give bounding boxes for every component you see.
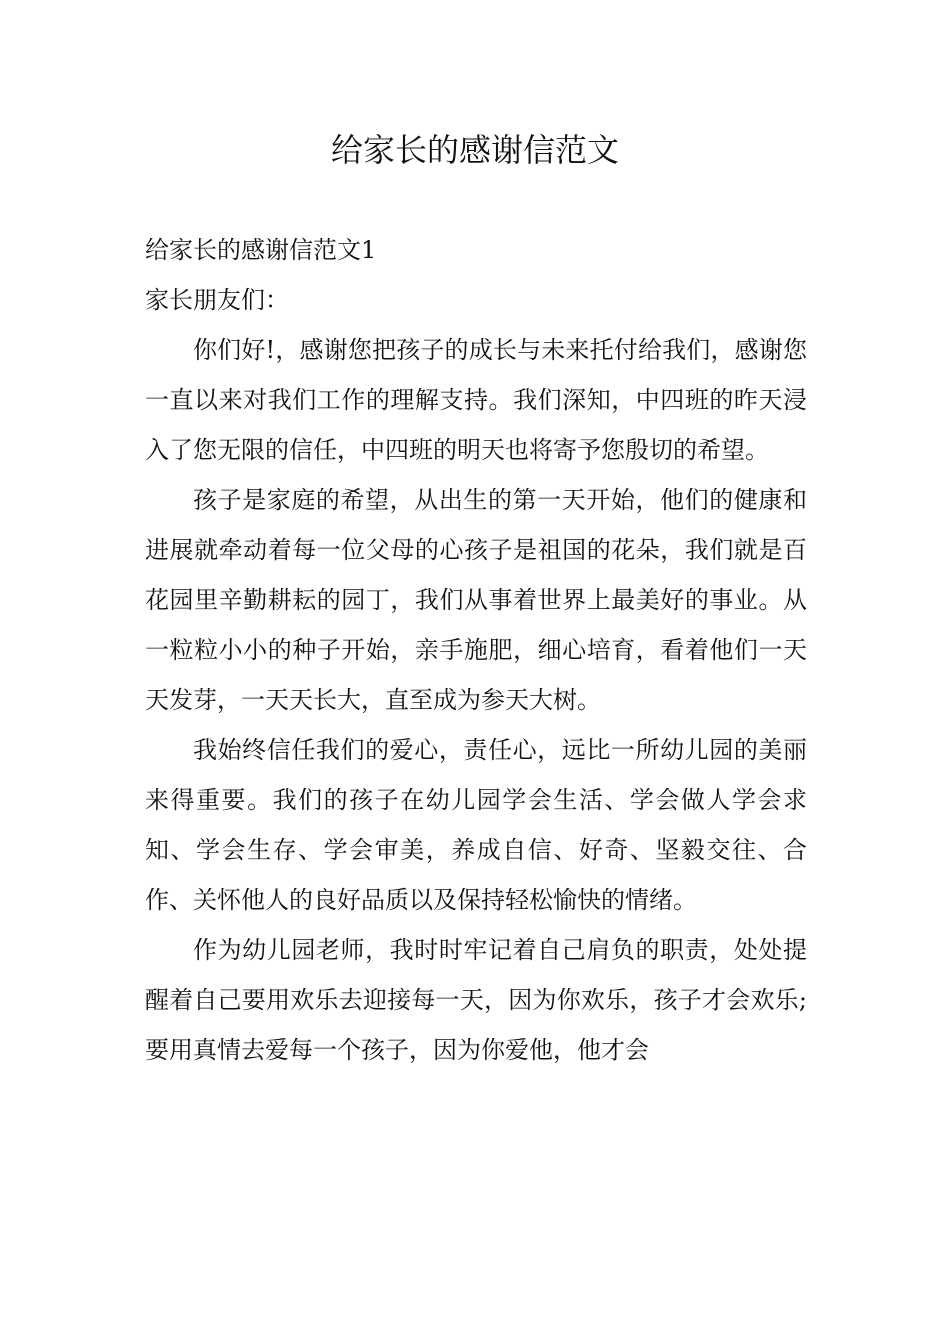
- document-subtitle: 给家长的感谢信范文1: [145, 236, 377, 264]
- document-body: [145, 225, 807, 1075]
- paragraph: 作为幼儿园老师，我时时牢记着自己肩负的职责，处处提醒着自己要用欢乐去迎接每一天，因为你欢乐，孩子才会欢乐;要用真情去爱每一个孩子，因为你爱他，他才会: [145, 936, 807, 1064]
- paragraph: 孩子是家庭的希望，从出生的第一天开始，他们的健康和进展就牵动着每一位父母的心孩子是祖国的花朵，我们就是百花园里辛勤耕耘的园丁，我们从事着世界上最美好的事业。从一粒粒小小的种子开始，亲手施肥，细心培育，看着他们一天天发芽，一天天长大，直至成为参天大树。: [145, 486, 807, 714]
- paragraph: 你们好!，感谢您把孩子的成长与未来托付给我们，感谢您一直以来对我们工作的理解支持。我们深知，中四班的昨天浸入了您无限的信任，中四班的明天也将寄予您殷切的希望。: [145, 336, 807, 464]
- paragraph: 我始终信任我们的爱心，责任心，远比一所幼儿园的美丽来得重要。我们的孩子在幼儿园学会生活、学会做人学会求知、学会生存、学会审美，养成自信、好奇、坚毅交往、合作、关怀他人的良好品质以及保持轻松愉快的情绪。: [145, 736, 807, 914]
- greeting: 家长朋友们：: [145, 286, 289, 314]
- document-title: 给家长的感谢信范文: [330, 131, 619, 169]
